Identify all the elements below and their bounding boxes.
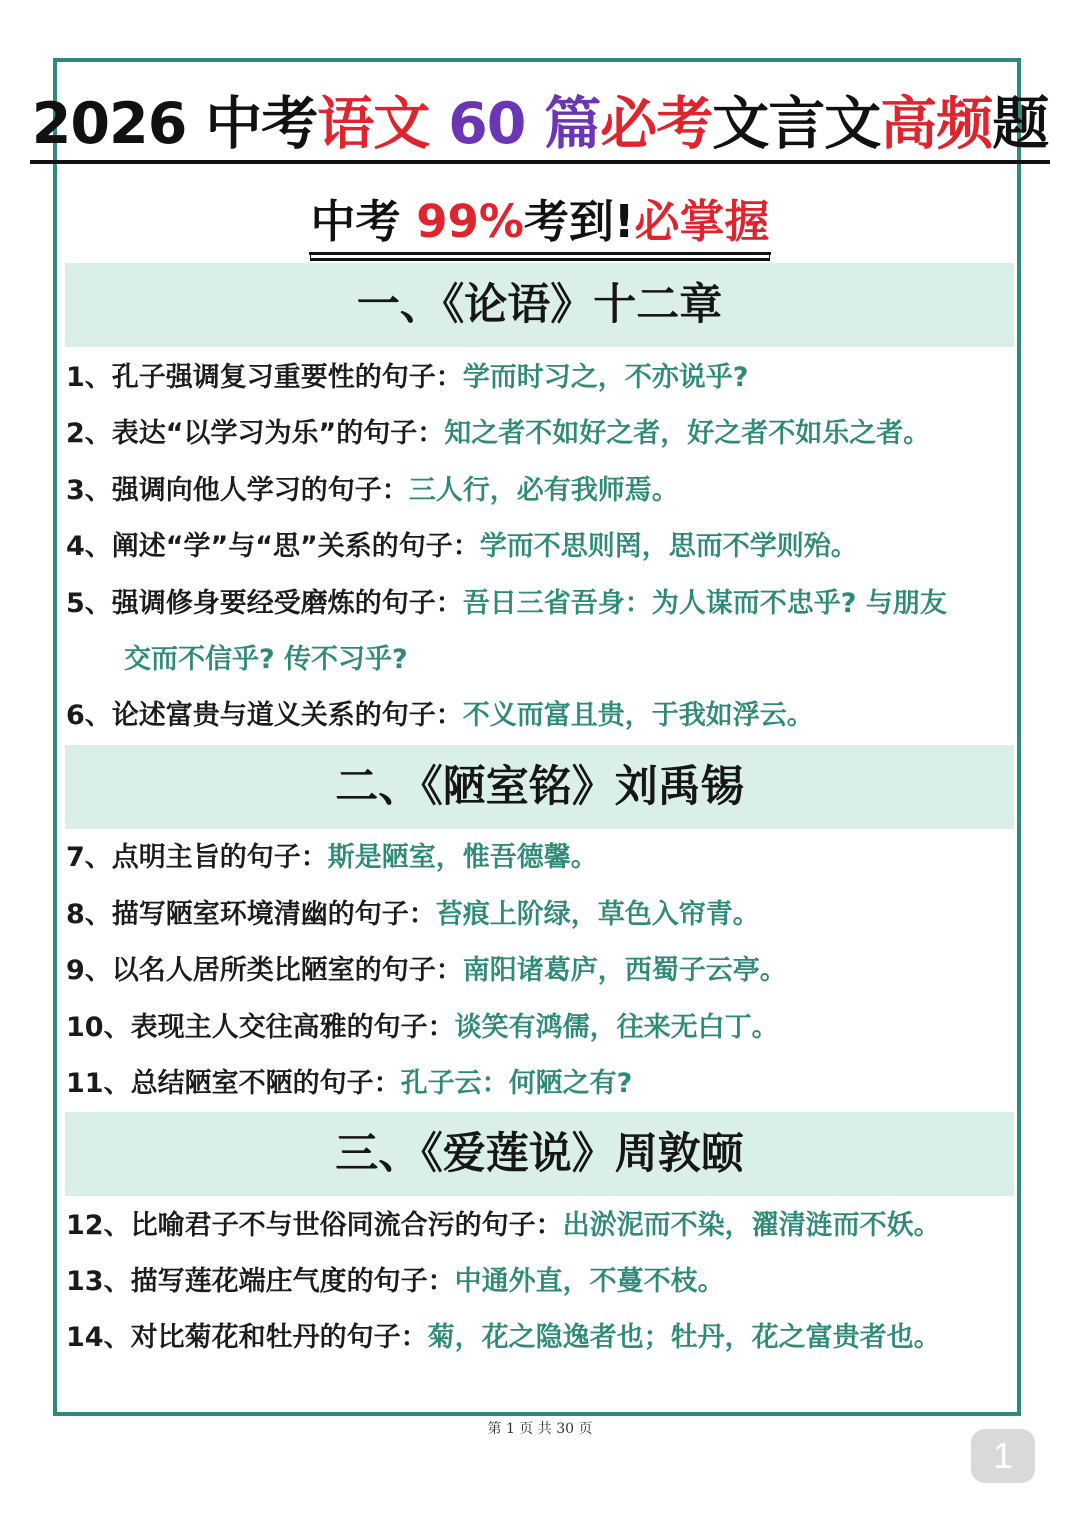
subtitle-underline	[309, 194, 772, 255]
list-item	[66, 1320, 1016, 1356]
list-item	[66, 1066, 1016, 1102]
answer-text: 学而时习之，不亦说乎?	[462, 362, 749, 393]
title-highlight: 必考	[600, 91, 713, 157]
answer-text: 苔痕上阶绿，草色入帘青。	[435, 899, 760, 930]
question-text: 14、对比菊花和牡丹的句子：	[66, 1322, 428, 1353]
subtitle-part: 考到!	[523, 195, 635, 248]
answer-text: 出淤泥而不染，濯清涟而不妖。	[562, 1210, 941, 1241]
title-part: 题	[992, 91, 1049, 157]
page-subtitle	[0, 194, 1080, 255]
list-item	[66, 529, 1016, 565]
answer-text: 南阳诸葛庐，西蜀子云亭。	[462, 955, 787, 986]
subtitle-highlight: 99%	[416, 195, 524, 248]
title-underline	[30, 90, 1051, 164]
list-item	[66, 897, 1016, 933]
list-item	[66, 586, 1016, 622]
answer-text: 学而不思则罔，思而不学则殆。	[479, 531, 858, 562]
answer-text: 知之者不如好之者，好之者不如乐之者。	[444, 418, 931, 449]
answer-text: 斯是陋室，惟吾德馨。	[327, 842, 598, 873]
list-item	[66, 473, 1016, 509]
page-indicator-badge[interactable]: 1	[971, 1429, 1035, 1483]
answer-text: 孔子云：何陋之有?	[400, 1068, 633, 1099]
section-header: 三、《爱莲说》周敦颐	[65, 1112, 1014, 1196]
title-highlight: 语文	[317, 91, 430, 157]
answer-text: 中通外直，不蔓不枝。	[454, 1266, 725, 1297]
answer-text: 三人行，必有我师焉。	[408, 475, 679, 506]
question-text: 2、表达“以学习为乐”的句子：	[66, 418, 445, 449]
title-part: 2026 中考	[31, 91, 318, 157]
list-item	[66, 1010, 1016, 1046]
answer-text: 不义而富且贵，于我如浮云。	[462, 700, 814, 731]
question-text: 5、强调修身要经受磨炼的句子：	[66, 588, 463, 619]
page-title	[0, 90, 1080, 164]
question-text: 7、点明主旨的句子：	[66, 842, 328, 873]
list-item-continued	[124, 642, 1074, 678]
section-header: 二、《陋室铭》刘禹锡	[65, 745, 1014, 829]
question-text: 1、孔子强调复习重要性的句子：	[66, 362, 463, 393]
subtitle-part: 中考	[310, 195, 417, 248]
list-item	[66, 1264, 1016, 1300]
section-header: 一、《论语》十二章	[65, 263, 1014, 347]
list-item	[66, 360, 1016, 396]
subtitle-highlight: 必掌握	[634, 195, 770, 248]
title-count: 60 篇	[448, 91, 601, 157]
question-text: 13、描写莲花端庄气度的句子：	[66, 1266, 455, 1297]
question-text: 12、比喻君子不与世俗同流合污的句子：	[66, 1210, 563, 1241]
title-highlight: 高频	[880, 91, 993, 157]
list-item	[66, 840, 1016, 876]
question-text: 6、论述富贵与道义关系的句子：	[66, 700, 463, 731]
answer-text: 交而不信乎? 传不习乎?	[124, 644, 408, 675]
answer-text: 菊，花之隐逸者也；牡丹，花之富贵者也。	[427, 1322, 941, 1353]
question-text: 9、以名人居所类比陋室的句子：	[66, 955, 463, 986]
list-item	[66, 1208, 1016, 1244]
page-number-footer: 第 1 页 共 30 页	[487, 1421, 593, 1437]
question-text: 10、表现主人交往高雅的句子：	[66, 1012, 455, 1043]
list-item	[66, 953, 1016, 989]
list-item	[66, 416, 1016, 452]
title-part	[429, 91, 448, 157]
question-text: 8、描写陋室环境清幽的句子：	[66, 899, 436, 930]
answer-text: 谈笑有鸿儒，往来无白丁。	[454, 1012, 779, 1043]
answer-text: 吾日三省吾身：为人谋而不忠乎? 与朋友	[462, 588, 947, 619]
title-part: 文言文	[712, 91, 881, 157]
list-item	[66, 698, 1016, 734]
question-text: 3、强调向他人学习的句子：	[66, 475, 409, 506]
question-text: 11、总结陋室不陋的句子：	[66, 1068, 401, 1099]
question-text: 4、阐述“学”与“思”关系的句子：	[66, 531, 480, 562]
